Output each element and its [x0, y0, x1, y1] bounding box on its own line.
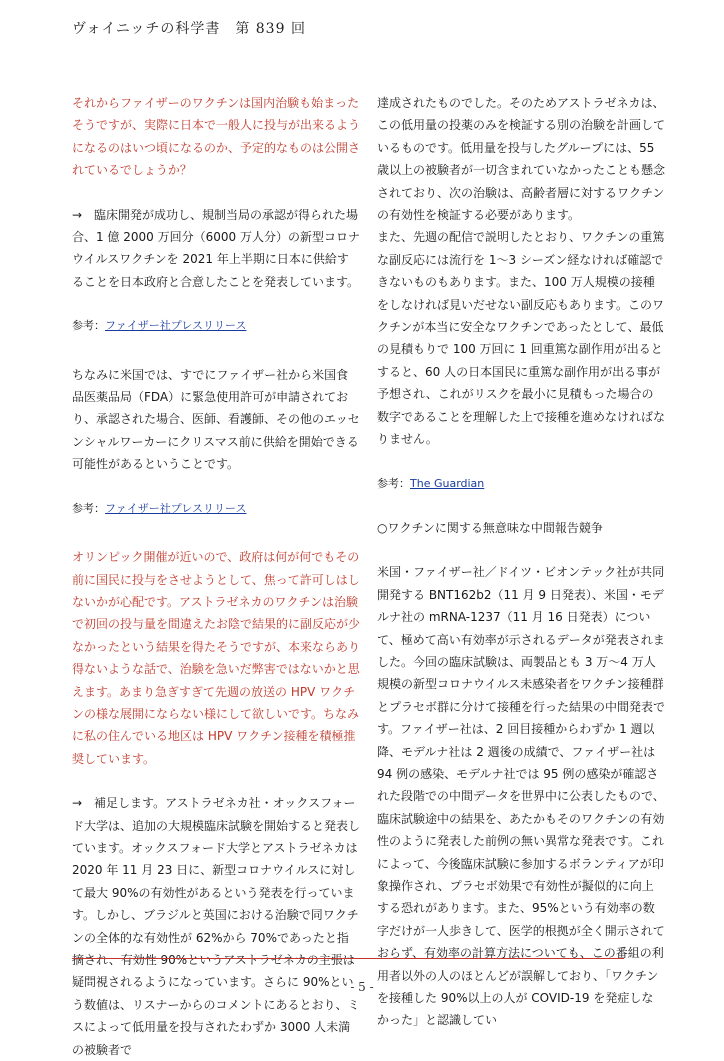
paragraph-side-effects: また、先週の配信で説明したとおり、ワクチンの重篤な副反応には流行を 1～3 シーズン経なければ確認できないものもあります。また、100 万人規模の接種をしなければ見いだせない副反応もあります。このワクチンが本当に安全なワクチンであったとして、最低の見積もりで 100 万回に 1 回重篤な副作用が出るとすると、60 人の日本国民に重篤な副作用が出る事が予想され、これがリスクを最小に見積もった場合の数字であることを理解した上で接種を進めなければなりません。	[377, 230, 666, 447]
left-column	[72, 92, 360, 1061]
reference-label: 参考：	[72, 319, 105, 333]
paragraph-interim-reports: 米国・ファイザー社／ドイツ・ビオンテック社が共同開発する BNT162b2（11 月 9 日発表）、米国・モデルナ社の mRNA-1237（11 月 16 日発表）について、極めて高い有効率が示されるデータが発表されました。今回の臨床試験は、両製品とも 3 万～4 万人規模の新型コロナウイルス未感染者をワクチン接種群とプラセボ群に分けて接種を行った結果の中間発表です。ファイザー社は、2 回目接種からわずか 1 週以降、モデルナ社は 2 週後の成績で、ファイザー社は 94 例の感染、モデルナ社では 95 例の感染が確認された段階での中間データを世界中に公表したもので、臨床試験途中の結果を、あたかもそのワクチンの有効性のように発表した前例の無い異常な発表です。これによって、今後臨床試験に参加するボランティアが印象操作され、プラセボ効果で有効性が擬似的に向上する恐れがあります。また、95%という有効率の数字だけが一人歩きして、医学的根拠が全く開示されておらず、有効率の計算方法についても、この番組の利用者以外の人のほとんどが誤解しており、「ワクチンを接種した 90%以上の人が COVID-19 を発症しなかった」と認識してい	[377, 565, 666, 1028]
right-column	[377, 92, 665, 1032]
pfizer-press-release-link[interactable]: ファイザー社プレスリリース	[105, 501, 247, 515]
page-header: ヴォイニッチの科学書 第 839 回	[72, 21, 306, 37]
guardian-link[interactable]: The Guardian	[410, 476, 485, 490]
pfizer-press-release-link[interactable]: ファイザー社プレスリリース	[105, 319, 247, 333]
answer-1: → 臨床開発が成功し、規制当局の承認が得られた場合、1 億 2000 万回分（6000 万人分）の新型コロナウイルスワクチンを 2021 年上半期に日本に供給することを日本政府と合意したことを発表しています。	[72, 207, 360, 289]
reference-1	[72, 315, 360, 337]
answer-2: → 補足します。アストラゼネカ社・オックスフォード大学は、追加の大規模臨床試験を開始すると発表しています。オックスフォード大学とアストラゼネカは 2020 年 11 月 23 日に、新型コロナウイルスに対して最大 90%の有効性があるという発表を行っています。しかし、ブラジルと英国における治験で同ワクチンの全体的な有効性が 62%から 70%であったと指摘され、有効性 90%というアストラゼネカの主張は疑問視されるようになっています。さらに 90%という数値は、リスナーからのコメントにあるとおり、ミスによって低用量を投与されたわずか 3000 人未満の被験者で	[72, 796, 361, 1057]
paragraph-fda: ちなみに米国では、すでにファイザー社から米国食品医薬品局（FDA）に緊急使用許可が申請されており、承認された場合、医師、看護師、その他のエッセンシャルワーカーにクリスマス前に供給を開始できる可能性があるということです。	[72, 367, 360, 472]
question-2: オリンピック開催が近いので、政府は何が何でもその前に国民に投与をさせようとして、焦って許可しはしないかが心配です。アストラゼネカのワクチンは治験で初回の投与量を間違えたお陰で結果的に副反応が少なかったという結果を得たそうですが、本来ならあり得ないような話で、治験を急いだ弊害ではないかと思えます。あまり急ぎすぎて先週の放送の HPV ワクチンの様な展開にならない様にして欲しいです。ちなみに私の住んでいる地区は HPV ワクチン接種を積極推奨しています。	[72, 550, 361, 766]
reference-2	[72, 498, 360, 520]
reference-3	[377, 473, 665, 495]
footer-divider	[72, 958, 624, 959]
page-number: - 5 -	[350, 980, 374, 994]
paragraph-astrazeneca: 達成されたものでした。そのためアストラゼネカは、この低用量の投薬のみを検証する別の治験を計画しているものです。低用量を投与したグループには、55 歳以上の被験者が一切含まれていなかったことも懸念されており、次の治験は、高齢者層に対するワクチンの有効性を検証する必要があります。	[377, 96, 666, 223]
question-1: それからファイザーのワクチンは国内治験も始まったそうですが、実際に日本で一般人に投与が出来るようになるのはいつ頃になるのか、予定的なものは公開されているでしょうか？	[72, 96, 361, 178]
reference-label: 参考：	[72, 501, 105, 515]
section-heading: ○ワクチンに関する無意味な中間報告競争	[377, 520, 603, 535]
reference-label: 参考：	[377, 476, 410, 490]
